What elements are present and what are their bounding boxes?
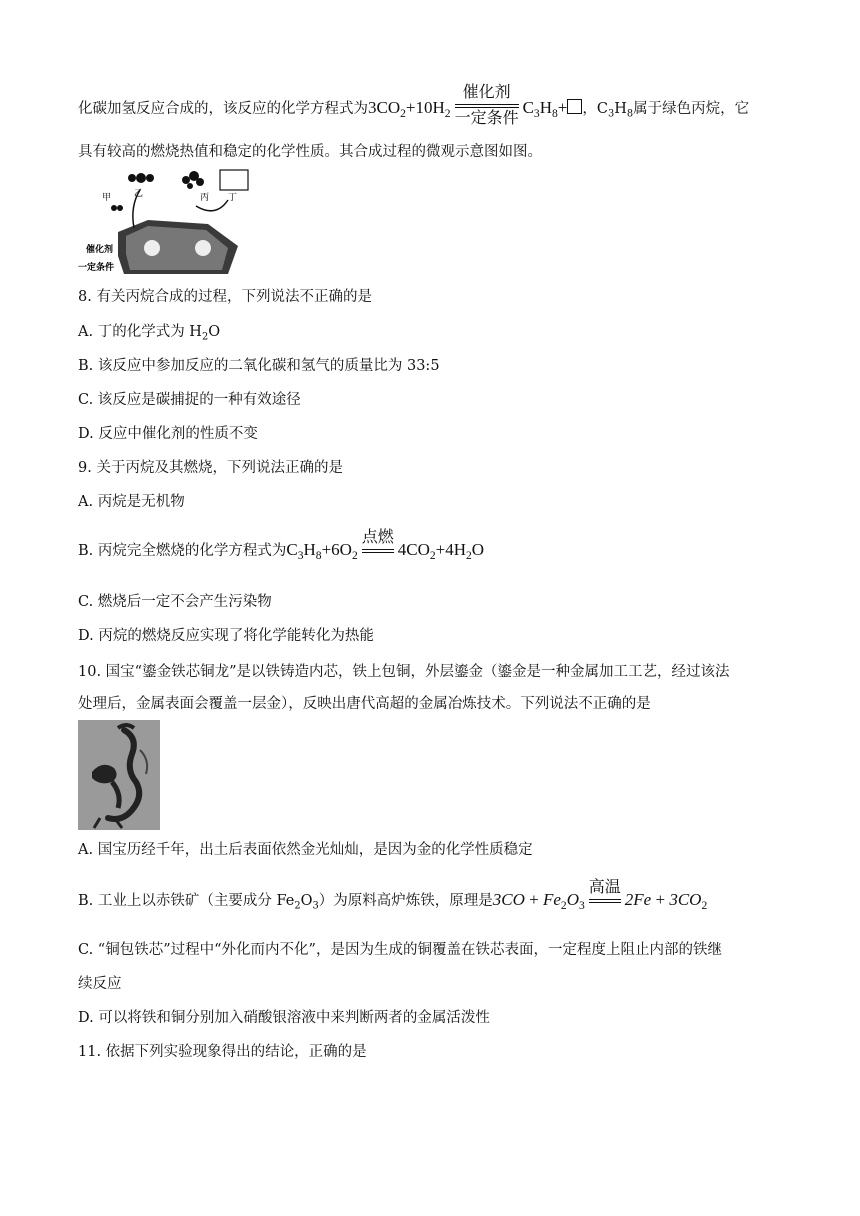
unknown-product-box bbox=[567, 99, 582, 114]
intro-line-2: 具有较高的燃烧热值和稳定的化学性质。其合成过程的微观示意图如图。 bbox=[78, 144, 542, 160]
smelting-condition bbox=[589, 878, 621, 904]
dragon-photo-svg bbox=[78, 720, 160, 830]
condition-catalyst: 催化剂 bbox=[462, 84, 511, 101]
h2-atom-2 bbox=[117, 205, 123, 211]
smelting-equation: $3CO + Fe_2O_3$ 高温 $2Fe + 3CO_2$ bbox=[492, 879, 708, 912]
q9-option-c: C. 燃烧后一定不会产生污染物 bbox=[78, 594, 272, 610]
molecule-on-catalyst-2 bbox=[195, 240, 211, 256]
eq-h2: +10H bbox=[405, 97, 445, 117]
label-jia: 甲 bbox=[102, 193, 112, 203]
q8-option-a: A. 丁的化学式为 $H_2O$ bbox=[78, 324, 221, 343]
label-bing: 丙 bbox=[200, 193, 210, 203]
q10-b-mid: O bbox=[300, 892, 313, 909]
q8-a-suffix: O bbox=[208, 324, 221, 340]
q8-stem: 8. 有关丙烷合成的过程，下列说法不正确的是 bbox=[78, 289, 372, 305]
combustion-equation: $C_3H_8+6O_2$ 点燃 $4CO_2+4H_2O$ bbox=[286, 529, 485, 562]
q9-b-text: B. 丙烷完全燃烧的化学方程式为 bbox=[78, 542, 287, 559]
q11-stem: 11. 依据下列实验现象得出的结论，正确的是 bbox=[78, 1044, 367, 1060]
condition-high-temp: 高温 bbox=[588, 879, 621, 896]
reaction-condition bbox=[455, 83, 519, 129]
q8-option-c: C. 该反应是碳捕捉的一种有效途径 bbox=[78, 392, 301, 408]
eq-plus: + bbox=[557, 97, 568, 117]
micro-process-diagram bbox=[78, 166, 258, 278]
q10-option-a: A. 国宝历经千年，出土后表面依然金光灿灿，是因为金的化学性质稳定 bbox=[78, 842, 533, 858]
q10-option-c-2: 续反应 bbox=[78, 976, 122, 992]
co2-atom-1 bbox=[128, 174, 136, 182]
molecule-on-catalyst-1 bbox=[144, 240, 160, 256]
photo-background bbox=[78, 720, 160, 830]
q10-stem-2: 处理后，金属表面会覆盖一层金），反映出唐代高超的金属冶炼技术。下列说法不正确的是 bbox=[78, 696, 651, 712]
intro-suffix: ，C bbox=[582, 100, 608, 117]
co2-atom-3 bbox=[146, 174, 154, 182]
intro-suffix-h: H bbox=[614, 100, 627, 117]
q10-stem-1: 10. 国宝“鎏金铁芯铜龙”是以铁铸造内芯，铁上包铜，外层鎏金（鎏金是一种金属加工工艺，经过该法 bbox=[78, 664, 730, 680]
label-yi: 乙 bbox=[134, 189, 144, 199]
condition-text: 一定条件 bbox=[454, 110, 519, 127]
combustion-condition bbox=[362, 528, 394, 554]
propane-atom-3 bbox=[196, 178, 204, 186]
q10-option-d: D. 可以将铁和铜分别加入硝酸银溶液中来判断两者的金属活泼性 bbox=[78, 1010, 490, 1026]
intro-suffix-end: 属于绿色丙烷，它 bbox=[633, 100, 750, 117]
q10-b-text: B. 工业上以赤铁矿（主要成分 Fe bbox=[78, 892, 295, 909]
label-catalyst: 催化剂 bbox=[86, 245, 114, 255]
q8-option-d: D. 反应中催化剂的性质不变 bbox=[78, 426, 258, 442]
label-condition: 一定条件 bbox=[78, 263, 115, 273]
q8-option-b: B. 该反应中参加反应的二氧化碳和氢气的质量比为 33:5 bbox=[78, 358, 440, 374]
micro-diagram-svg bbox=[78, 166, 258, 278]
intro-line-1: 化碳加氢反应合成的，该反应的化学方程式为$3CO_2+10H_2$ 催化剂 一定条件 $C_3H_8+$ ，$C_3H_8$属于绿色丙烷，它 bbox=[78, 84, 750, 127]
synthesis-equation: $3CO_2+10H_2$ 催化剂 一定条件 $C_3H_8+$ bbox=[368, 98, 582, 117]
q9-option-b bbox=[78, 529, 485, 564]
intro-text: 化碳加氢反应合成的，该反应的化学方程式为 bbox=[78, 100, 368, 117]
q10-option-c-1: C. “铜包铁芯”过程中“外化而内不化”，是因为生成的铜覆盖在铁芯表面，一定程度上阻止内部的铁继 bbox=[78, 942, 722, 958]
condition-ignite: 点燃 bbox=[361, 529, 394, 546]
co2-atom-2 bbox=[136, 173, 146, 183]
q9-stem: 9. 关于丙烷及其燃烧，下列说法正确的是 bbox=[78, 460, 343, 476]
product-box bbox=[220, 170, 248, 190]
eq-co2: 3CO bbox=[368, 97, 401, 117]
label-ding: 丁 bbox=[228, 193, 238, 203]
q10-b-suffix: ）为原料高炉炼铁，原理是 bbox=[318, 892, 493, 909]
propane-atom-1 bbox=[182, 176, 190, 184]
q9-option-d: D. 丙烷的燃烧反应实现了将化学能转化为热能 bbox=[78, 628, 374, 644]
eq-c3h8: C bbox=[522, 97, 534, 117]
q9-option-a: A. 丙烷是无机物 bbox=[78, 494, 185, 510]
q8-a-text: A. 丁的化学式为 H bbox=[78, 324, 202, 340]
h2-atom-1 bbox=[111, 205, 117, 211]
propane-atom-4 bbox=[187, 183, 193, 189]
dragon-artifact-photo bbox=[78, 720, 160, 830]
q10-option-b: B. 工业上以赤铁矿（主要成分 $Fe_2O_3$）为原料高炉炼铁，原理是$3CO + Fe_2O_3$ 高温 $2Fe + 3CO_2$ bbox=[78, 879, 708, 912]
